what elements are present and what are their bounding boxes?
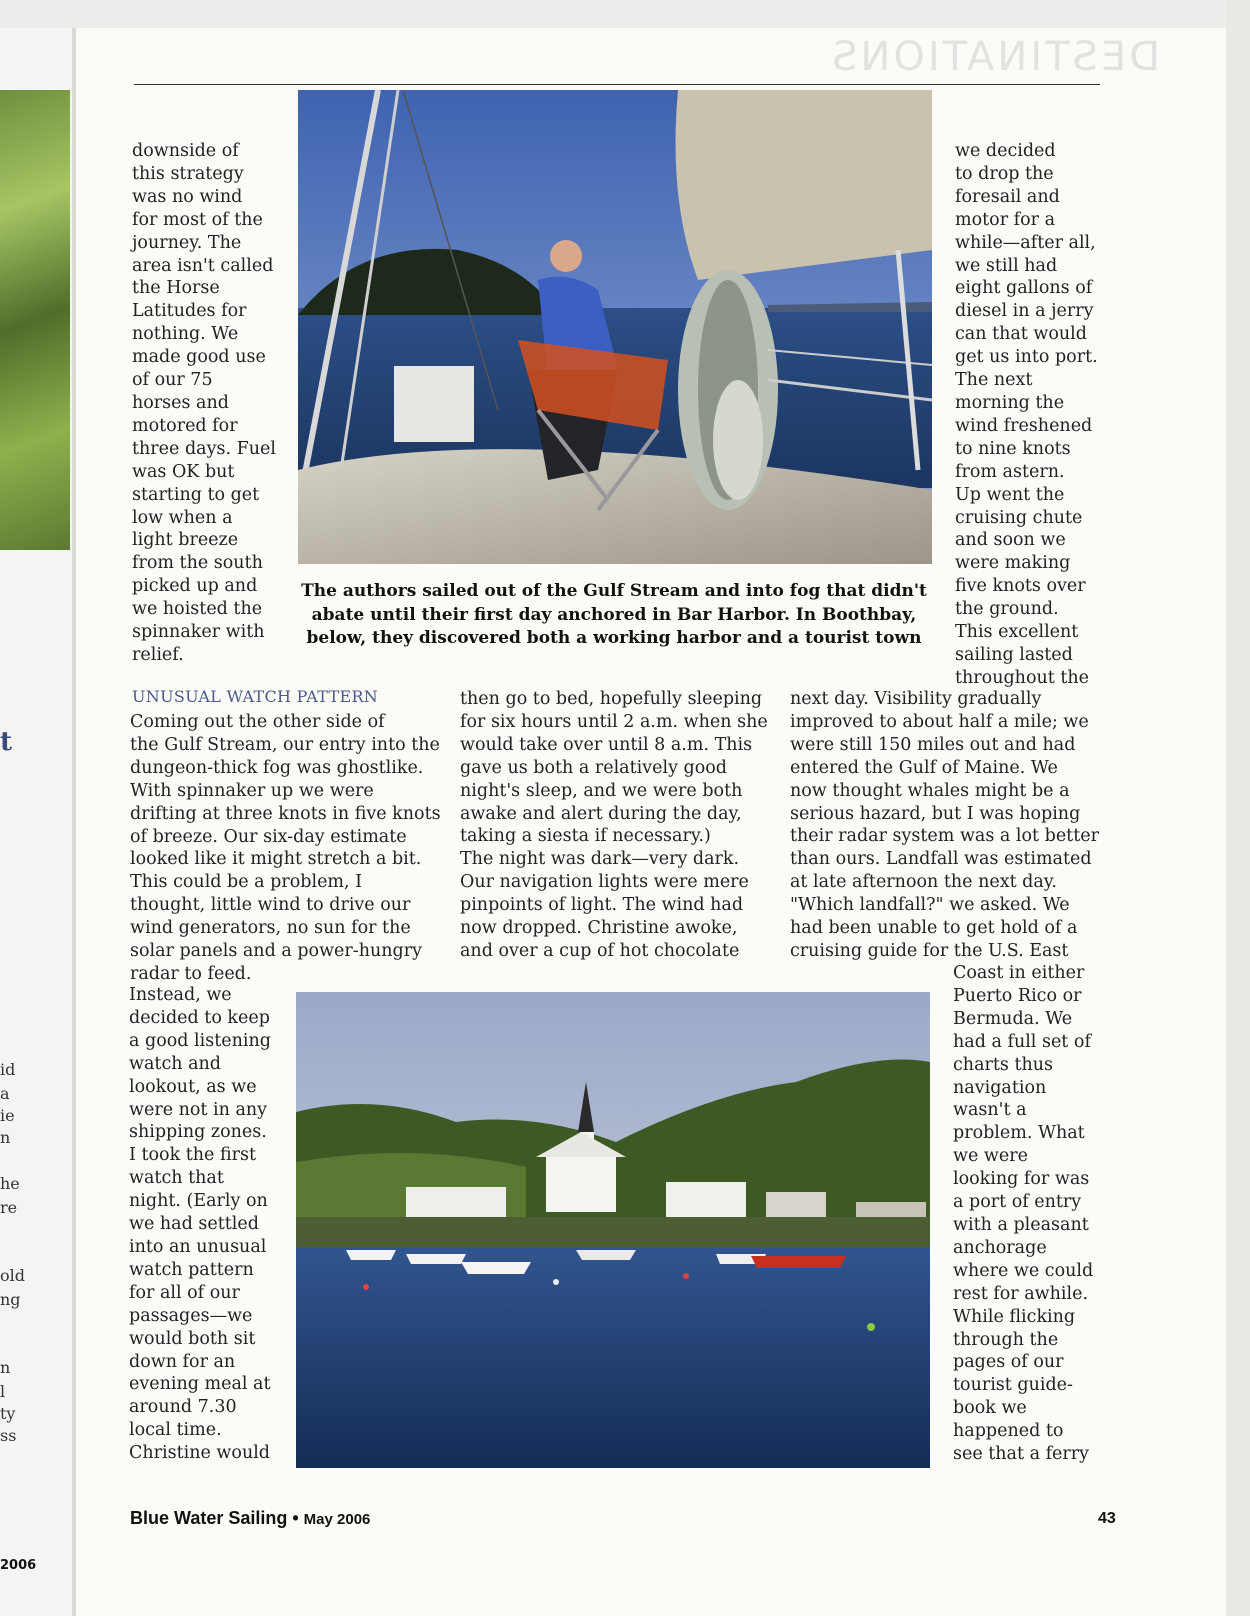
section-subhead: UNUSUAL WATCH PATTERN — [132, 687, 379, 706]
column-right-mid-text: next day. Visibility gradually improved to about half a mile; we were still 150 miles out and had entered the Gulf of Maine. We now thought whales might be a serious hazard, but I was hoping their radar system was a lot better than ours. Landfall was estimated at late afternoon the next day. "Which landfall?" we asked. We had been unable to get hold of a cruising guide for the U.S. East — [790, 689, 1099, 961]
previous-page-text-fragment: re — [0, 1198, 18, 1217]
previous-page-text-fragment: id — [0, 1060, 16, 1079]
previous-page-text-fragment: a — [0, 1084, 10, 1103]
photo-boothbay-harbor-illustration — [296, 992, 930, 1468]
issue-date: May 2006 — [303, 1511, 371, 1528]
previous-page-text-fragment: ty — [0, 1404, 16, 1423]
photo-caption: The authors sailed out of the Gulf Stream and into fog that didn't abate until their first day anchored in Bar Harbor. In Boothbay, below, they discovered both a working harbor and a tourist town — [301, 581, 927, 648]
previous-page-text-fragment: ie — [0, 1106, 15, 1125]
previous-page-text-fragment: t — [0, 727, 13, 757]
photo-sailboat-deck-illustration — [298, 90, 932, 564]
previous-page-text-fragment: ng — [0, 1290, 21, 1309]
previous-page-text-fragment: n — [0, 1358, 11, 1377]
previous-page-photo — [0, 90, 70, 550]
column-left-mid-text: Coming out the other side of the Gulf Stream, our entry into the dungeon-thick fog was ghostlike. With spinnaker up we were drifting at three knots in five knots of breeze. Our six-day estimate looked like it might stretch a bit. This could be a problem, I thought, little wind to drive our wind generators, no sun for the solar panels and a power-hungry radar to feed. — [130, 712, 441, 984]
section-header: DESTINATIONS — [829, 34, 1160, 80]
previous-page-footer: 2006 — [0, 1558, 37, 1573]
column-middle-mid-text: then go to bed, hopefully sleeping for six hours until 2 a.m. when she would take over until 8 a.m. This gave us both a relatively good night's sleep, and we were both awake and alert during the day, taking a siesta if necessary.) The night was dark—very dark. Our navigation lights were mere pinpoints of light. The wind had now dropped. Christine awoke, and over a cup of hot chocolate — [460, 689, 768, 961]
column-right-top-text: we decided to drop the foresail and motor for a while—after all, we still had eight gallons of diesel in a jerry can that would get us into port. The next morning the wind freshened to nine knots from astern. Up went the cruising chute and soon we were making five knots over the ground. This excellent sailing lasted throughout the — [955, 141, 1098, 688]
magazine-name: Blue Water Sailing — [130, 1508, 288, 1528]
header-rule — [134, 84, 1100, 85]
column-right-bottom-text: Coast in either Puerto Rico or Bermuda. We had a full set of charts thus navigation wasn't a problem. What we were looking for was a port of entry with a pleasant anchorage where we could rest for awhile. While flicking through the pages of our tourist guide- book we happened to see that a ferry — [953, 963, 1094, 1465]
column-left-top-text: downside of this strategy was no wind for most of the journey. The area isn't called the Horse Latitudes for nothing. We made good use of our 75 horses and motored for three days. Fuel was OK but starting to get low when a light breeze from the south picked up and we hoisted the spinnaker with relief. — [132, 141, 276, 665]
scan-top-band — [0, 0, 1250, 28]
previous-page-text-fragment: n — [0, 1128, 11, 1147]
page-right-edge — [1226, 0, 1250, 1616]
footer-magazine-credit — [130, 1508, 370, 1529]
column-left-bottom-text: Instead, we decided to keep a good listening watch and lookout, as we were not in any shipping zones. I took the first watch that night. (Early on we had settled into an unusual watch pattern for all of our passages—we would both sit down for an evening meal at around 7.30 local time. Christine would — [129, 985, 271, 1464]
page-number: 43 — [1098, 1510, 1116, 1527]
photo-boothbay-harbor — [296, 992, 930, 1468]
previous-page-text-fragment: l — [0, 1382, 6, 1401]
previous-page-text-fragment: old — [0, 1266, 25, 1285]
previous-page-text-fragment: ss — [0, 1426, 17, 1445]
footer-separator: • — [287, 1508, 304, 1528]
photo-sailboat-deck — [298, 90, 932, 564]
previous-page-text-fragment: he — [0, 1174, 20, 1193]
